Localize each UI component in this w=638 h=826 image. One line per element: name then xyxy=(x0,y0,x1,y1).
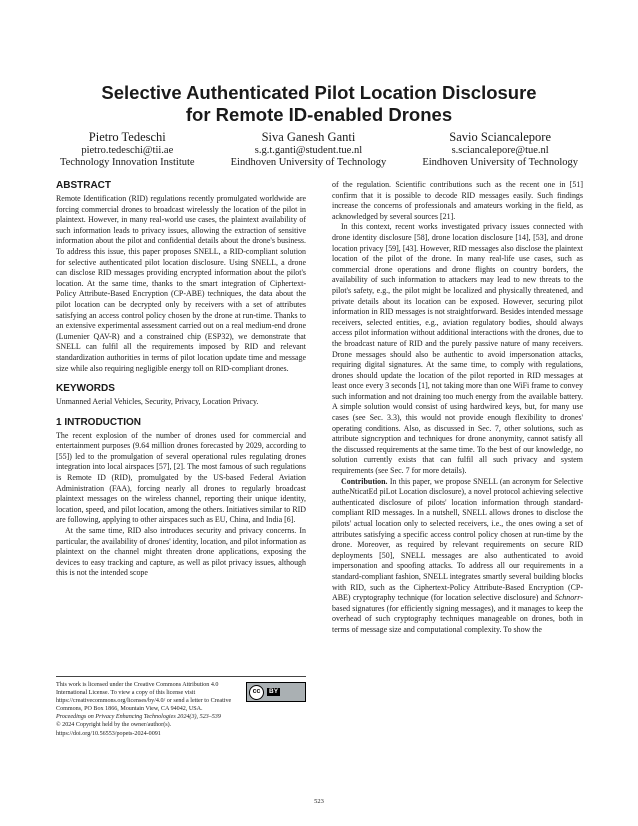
title-line-1: Selective Authenticated Pilot Location Disclosure xyxy=(101,82,537,103)
keywords-heading: KEYWORDS xyxy=(56,383,115,395)
author-email: s.g.t.ganti@student.tue.nl xyxy=(254,145,363,156)
author-email: s.sciancalepore@tue.nl xyxy=(451,145,549,156)
license-footnote xyxy=(56,676,306,738)
intro-paragraph-1: The recent explosion of the number of drones used for commercial and entertainment purposes (9.64 million drones forecasted by 2029, according to [55]) led to the promulgation of several operational rules regulating drones integration into local airspaces [57], [2]. The most famous of such regulations is Remote ID (RID), promulgated by the US-based Federal Aviation Administration (FAA), forcing nearly all drones to regularly broadcast plaintext messages on the wireless channel, reporting their unique identity, location, speed, and pilot location, among the others. Initiatives similar to RID are following, applying to other airspaces such as EU, China, and India [6]. xyxy=(56,430,306,525)
author-name: Pietro Tedeschi xyxy=(88,130,166,144)
page-number: 523 xyxy=(314,798,324,805)
intro-paragraph-2: At the same time, RID also introduces security and privacy concerns. In particular, the availability of drones' identity, location, and pilot information as plaintext on the channel might threaten drone applications, exposing the devices to easy tracking and capture, as well as pilot privacy issues, although this is not the intended scope xyxy=(56,526,306,578)
right-paragraph-2: In this context, recent works investigated privacy issues connected with drone identity disclosure [58], drone location disclosure [14], [53], and drone location privacy [59], [43]. However, RID messages also disclose the plaintext location of the pilot of the drone. In many real-life use cases, such as commercial drone operations and drone flights on country borders, the availability of such information to attackers may lead to new threats to the pilot's safety, e.g., the pilot might be localized and physically threatened, and private details about its location can be exposed. However, securing pilot information in RID messages is not straightforward. Besides intended message receivers, selected entities, e.g., aviation regulatory bodies, should always access pilot information without additional interactions with the drones, due to the broadcast nature of RID and the purely passive nature of many receivers. Drone messages should also be authentic to avoid impersonation attacks, requiring digital signatures. At the same time, to comply with regulations, drones should update the location of the pilot reported in RID messages at least once every 3 seconds [1], not taking more than one WiFi frame to convey such information and not draining too much energy from the available battery. A simple solution would consist of using hardwired keys, but, for many use cases (see Sec. 3.3), this would not provide enough flexibility to drones' operating conditions. Also, as discussed in Sec. 7, other solutions, such as attribute signcryption and techniques for drone anonymity, cannot satisfy all the discussed requirements at the same time. To the best of our knowledge, no solution currently exists that can fulfil all such privacy and system requirements (see Sec. 7 for more details). xyxy=(332,222,583,476)
copyright-line: © 2024 Copyright held by the owner/author(s). xyxy=(56,722,172,729)
cc-icon: cc xyxy=(249,685,264,700)
right-column xyxy=(332,180,583,636)
author-name: Savio Sciancalepore xyxy=(449,130,551,144)
keywords-text: Unmanned Aerial Vehicles, Security, Privacy, Location Privacy. xyxy=(56,397,259,407)
proceedings-line: Proceedings on Privacy Enhancing Technologies 2024(3), 523–539 xyxy=(56,714,221,721)
contribution-text-em: Schnorr xyxy=(554,593,581,603)
paper-title xyxy=(0,82,638,126)
author-2 xyxy=(231,130,387,169)
contribution-label: Contribution. xyxy=(341,476,388,486)
author-1 xyxy=(60,130,195,169)
abstract-heading: ABSTRACT xyxy=(56,180,111,191)
author-affiliation: Technology Innovation Institute xyxy=(60,157,195,168)
by-icon: BY xyxy=(269,687,279,695)
cc-by-badge xyxy=(246,682,306,702)
author-email: pietro.tedeschi@tii.ae xyxy=(81,145,174,156)
author-3 xyxy=(422,130,578,169)
doi-line: https://doi.org/10.56553/popets-2024-0091 xyxy=(56,730,161,737)
license-text: This work is licensed under the Creative Commons Attribution 4.0 International License. To view a copy of this license visit https://creativecommons.org/licenses/by/4.0/ or send a letter to Creative Commons, PO Box 1866, Mountain View, CA 94042, USA. xyxy=(56,682,232,713)
author-affiliation: Eindhoven University of Technology xyxy=(230,157,387,168)
contribution-text-b: -based signatures (for efficiently signing messages), and it manages to keep the overhead of such cryptography techniques manageable on drones, both in terms of message size and computational complexity. To show the xyxy=(332,593,583,634)
abstract-text: Remote Identification (RID) regulations recently promulgated worldwide are forcing commercial drones to broadcast wirelessly the location of the pilot in plaintext. However, in many real-world use cases, the plaintext availability of such information leads to privacy issues, allowing the extraction of sensitive information about the pilot and confidential details about the drone's business. To address this issue, this paper proposes SNELL, a RID-compliant solution for selective authenticated pilot location disclosure. Using SNELL, a drone can disclose RID messages providing encrypted information about the pilot's location. At the same time, thanks to the smart integration of Ciphertext-Policy Attribute-Based Encryption (CP-ABE) techniques, the data about the pilot location can be decrypted only by receivers with a set of attributes satisfying an access control policy chosen by the drone at run-time. Thanks to an extensive experimental assessment carried out on a real medium-end drone (Lumenier QAV-R) and a constrained chip (ESP32), we demonstrate that SNELL can fulfil all the requirements imposed by RID and relevant standardization authorities in terms of pilot location update time and message size while also requiring negligible energy toll on RID-compliant drones. xyxy=(56,194,306,373)
contribution-text-a: In this paper, we propose SNELL (an acronym for Selective autheNticatEd piLot Location disclosure), a novel protocol achieving selective authenticated disclosure of pilots' location information through standard-compliant RID messages. In a nutshell, SNELL allows drones to disclose the pilots' actual location only to selected receivers, i.e., the ones owing a set of attributes satisfying a specific access control policy chosen at run-time by the drone. Moreover, as required by relevant requirements on secure RID deployments [50], SNELL messages are also authenticated to avoid impersonation and spoofing attacks. To address all our requirements in a standard-compliant fashion, SNELL integrates smartly several building blocks with RID, such as the Ciphertext-Policy Attribute-Based Encryption (CP-ABE) cryptography technique (for location selective disclosure) and xyxy=(332,476,583,603)
right-paragraph-1: of the regulation. Scientific contributions such as the recent one in [51] confirm that it is possible to decode RID messages easily. Such findings increase the concerns of professionals and amateurs working in the field, as acknowledged by several sources [21]. xyxy=(332,180,583,221)
author-affiliation: Eindhoven University of Technology xyxy=(422,157,578,168)
introduction-heading: 1 INTRODUCTION xyxy=(56,416,141,428)
left-column xyxy=(56,180,306,579)
author-name: Siva Ganesh Ganti xyxy=(261,130,356,144)
contribution-paragraph xyxy=(332,477,583,636)
title-line-2: for Remote ID-enabled Drones xyxy=(185,104,453,125)
author-block xyxy=(60,130,578,169)
